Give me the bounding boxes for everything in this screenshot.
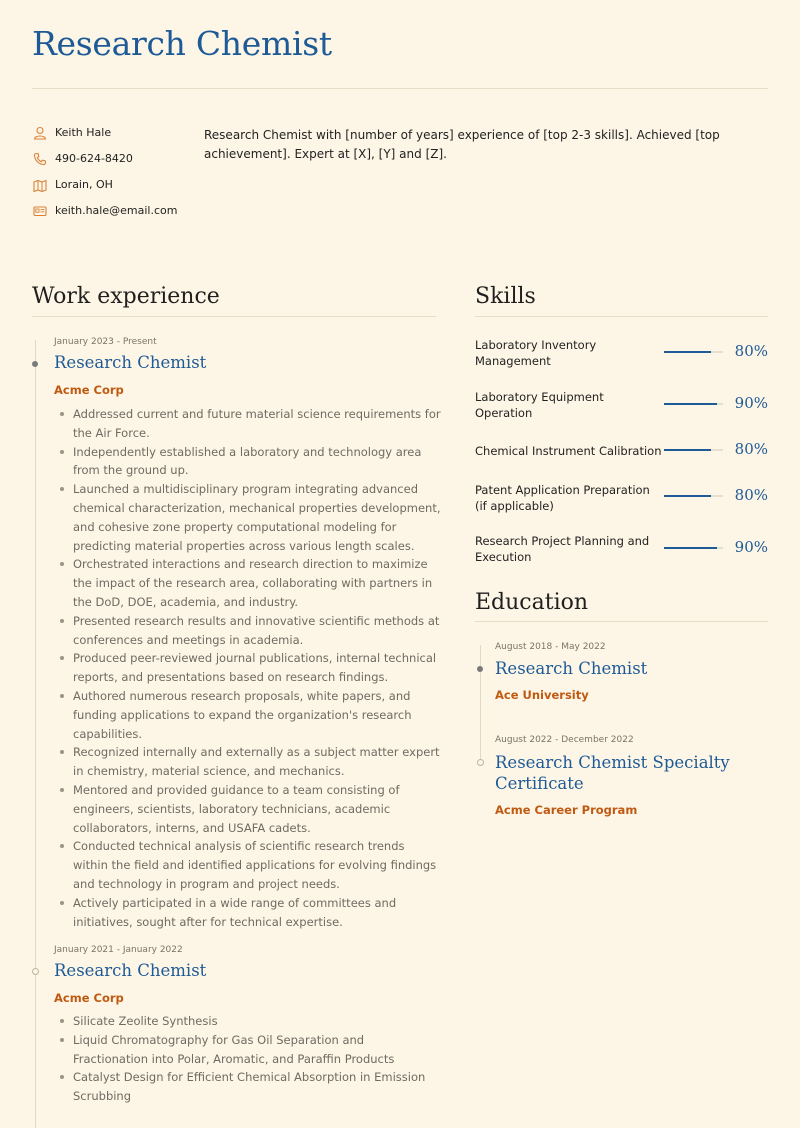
list-item: Produced peer-reviewed journal publications, internal technical reports, and presentations based on research findings. [54,649,442,687]
job-company: Acme Corp [54,991,124,1005]
skill-label: Laboratory Equipment Operation [475,390,604,420]
list-item: Recognized internally and externally as a subject matter expert in chemistry, material science, and mechanics. [54,743,442,781]
timeline-dot [477,759,484,766]
contact-location-text: Lorain, OH [55,178,113,191]
skill-bar-fill [664,351,711,353]
skill-bar [664,351,723,353]
skill-label: Chemical Instrument Calibration [475,444,662,458]
skill-bar [664,495,723,497]
job-dates: January 2023 - Present [54,337,157,347]
email-icon [33,204,49,218]
contact-email [33,204,193,230]
list-item: Silicate Zeolite Synthesis [54,1012,442,1031]
contact-location [33,178,193,204]
phone-icon [33,152,49,166]
list-item: Launched a multidisciplinary program integrating advanced chemical characterization, mechanical properties development, and cohesive zone property computational modeling for predicting material properties across various length scales. [54,480,442,555]
work-section-title: Work experience [32,284,220,309]
skill-bar [664,547,723,549]
contact-phone-text: 490-624-8420 [55,152,133,165]
job-title: Research Chemist [54,961,207,980]
education-school: Acme Career Program [495,803,638,817]
person-icon [33,126,49,140]
job-title: Research Chemist [54,353,207,372]
job-bullets [54,405,442,931]
skill-percent: 80% [734,486,768,504]
timeline-dot [477,666,483,672]
skills-divider [475,316,768,317]
page-title: Research Chemist [32,24,332,63]
skill-bar [664,403,723,405]
skill-bar-fill [664,495,711,497]
work-divider [32,316,436,317]
contact-name [33,126,193,152]
work-timeline [35,340,36,1128]
map-icon [33,178,49,192]
header-divider [32,88,768,89]
skill-percent: 90% [734,394,768,412]
timeline-dot [32,968,39,975]
skills-section-title: Skills [475,284,536,309]
contact-phone [33,152,193,178]
education-title: Research Chemist [495,659,648,678]
job-bullets [54,1012,442,1106]
list-item: Mentored and provided guidance to a team consisting of engineers, scientists, laboratory technicians, academic collaborators, interns, and USAFA cadets. [54,781,442,837]
skill-item [475,388,768,422]
skill-label: Laboratory Inventory Management [475,338,597,368]
contact-name-text: Keith Hale [55,126,112,139]
skill-item [475,481,768,515]
list-item: Liquid Chromatography for Gas Oil Separation and Fractionation into Polar, Aromatic, and Paraffin Products [54,1031,442,1069]
skill-label: Research Project Planning and Execution [475,534,650,564]
skill-bar [664,449,723,451]
contact-list [33,126,193,230]
list-item: Addressed current and future material science requirements for the Air Force. [54,405,442,443]
skill-item [475,442,768,462]
education-divider [475,621,768,622]
timeline-dot [32,361,38,367]
education-timeline [480,645,481,765]
skill-bar-fill [664,403,717,405]
education-dates: August 2022 - December 2022 [495,735,634,745]
education-school: Ace University [495,688,589,702]
skill-percent: 80% [734,440,768,458]
job-dates: January 2021 - January 2022 [54,945,183,955]
list-item: Actively participated in a wide range of committees and initiatives, sought after for technical expertise. [54,894,442,932]
list-item: Orchestrated interactions and research direction to maximize the impact of the research area, collaborating with partners in the DoD, DOE, academia, and industry. [54,555,442,611]
list-item: Authored numerous research proposals, white papers, and funding applications to expand the organization's research capabilities. [54,687,442,743]
summary-text: Research Chemist with [number of years] experience of [top 2-3 skills]. Achieved [top achievement]. Expert at [X], [Y] and [Z]. [204,128,720,161]
education-title: Research Chemist Specialty Certificate [495,753,730,793]
list-item: Presented research results and innovative scientific methods at conferences and meetings in academia. [54,612,442,650]
education-dates: August 2018 - May 2022 [495,642,606,652]
skill-item [475,336,768,370]
skill-percent: 80% [734,342,768,360]
skill-bar-fill [664,547,717,549]
skill-label: Patent Application Preparation (if applicable) [475,483,650,513]
list-item: Independently established a laboratory and technology area from the ground up. [54,443,442,481]
job-company: Acme Corp [54,383,124,397]
skill-percent: 90% [734,538,768,556]
skill-bar-fill [664,449,711,451]
list-item: Catalyst Design for Efficient Chemical Absorption in Emission Scrubbing [54,1068,442,1106]
education-section-title: Education [475,590,589,615]
list-item: Conducted technical analysis of scientific research trends within the field and identified applications for evolving findings and technology in program and project needs. [54,837,442,893]
skill-item [475,532,768,566]
contact-email-text: keith.hale@email.com [55,204,178,217]
